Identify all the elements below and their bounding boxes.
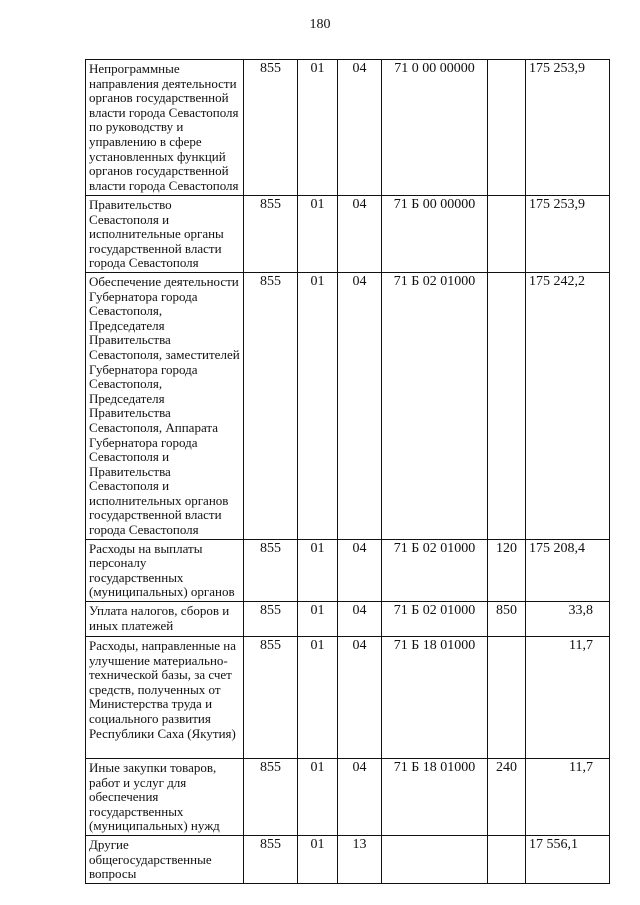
page-number: 180 <box>309 17 331 32</box>
table-row <box>86 637 610 759</box>
row-section-code: 01 <box>298 272 338 539</box>
row-subsection-code: 04 <box>338 272 382 539</box>
row-amount: 175 208,4 <box>526 539 610 601</box>
row-target-article: 71 Б 00 00000 <box>382 196 488 273</box>
row-section-code: 01 <box>298 539 338 601</box>
table-row <box>86 60 610 196</box>
budget-table-container <box>85 59 609 884</box>
row-section-code: 01 <box>298 637 338 759</box>
row-ministry-code: 855 <box>244 60 298 196</box>
row-section-code: 01 <box>298 836 338 884</box>
row-name: Обеспечение деятельности Губернатора города Севастополя, Председателя Правительства Севастополя, заместителей Губернатора города Севастополя, Председателя Правительства Севастополя, Аппарата Губернатора города Севастополя и Правительства Севастополя и исполнительных органов государственной власти города Севастополя <box>86 272 244 539</box>
row-target-article: 71 Б 02 01000 <box>382 602 488 637</box>
row-name: Правительство Севастополя и исполнительные органы государственной власти города Севастополя <box>86 196 244 273</box>
row-subsection-code: 04 <box>338 196 382 273</box>
row-name: Иные закупки товаров, работ и услуг для обеспечения государственных (муниципальных) нужд <box>86 759 244 836</box>
table-row <box>86 602 610 637</box>
row-amount: 175 253,9 <box>526 60 610 196</box>
row-amount: 11,7 <box>526 759 610 836</box>
row-expense-type: 850 <box>488 602 526 637</box>
row-amount: 11,7 <box>526 637 610 759</box>
row-amount: 175 253,9 <box>526 196 610 273</box>
table-row <box>86 836 610 884</box>
row-subsection-code: 04 <box>338 539 382 601</box>
row-subsection-code: 04 <box>338 759 382 836</box>
row-amount: 17 556,1 <box>526 836 610 884</box>
row-ministry-code: 855 <box>244 539 298 601</box>
row-expense-type <box>488 60 526 196</box>
row-expense-type <box>488 272 526 539</box>
row-ministry-code: 855 <box>244 637 298 759</box>
row-expense-type <box>488 196 526 273</box>
row-section-code: 01 <box>298 60 338 196</box>
table-row <box>86 539 610 601</box>
row-subsection-code: 04 <box>338 602 382 637</box>
row-target-article: 71 Б 18 01000 <box>382 637 488 759</box>
row-amount: 175 242,2 <box>526 272 610 539</box>
row-subsection-code: 04 <box>338 637 382 759</box>
row-section-code: 01 <box>298 196 338 273</box>
row-name: Расходы на выплаты персоналу государственных (муниципальных) органов <box>86 539 244 601</box>
row-subsection-code: 13 <box>338 836 382 884</box>
row-expense-type <box>488 836 526 884</box>
row-target-article <box>382 836 488 884</box>
budget-table <box>85 59 610 884</box>
row-ministry-code: 855 <box>244 196 298 273</box>
row-section-code: 01 <box>298 602 338 637</box>
row-name: Другие общегосударственные вопросы <box>86 836 244 884</box>
row-expense-type: 240 <box>488 759 526 836</box>
row-ministry-code: 855 <box>244 602 298 637</box>
row-ministry-code: 855 <box>244 759 298 836</box>
row-expense-type: 120 <box>488 539 526 601</box>
row-name: Уплата налогов, сборов и иных платежей <box>86 602 244 637</box>
row-target-article: 71 0 00 00000 <box>382 60 488 196</box>
row-target-article: 71 Б 02 01000 <box>382 539 488 601</box>
row-name: Расходы, направленные на улучшение материально-технической базы, за счет средств, полученных от Министерства труда и социального развития Республики Саха (Якутия) <box>86 637 244 759</box>
row-section-code: 01 <box>298 759 338 836</box>
row-target-article: 71 Б 02 01000 <box>382 272 488 539</box>
row-name: Непрограммные направления деятельности органов государственной власти города Севастополя по руководству и управлению в сфере установленных функций органов государственной власти города Севастополя <box>86 60 244 196</box>
row-ministry-code: 855 <box>244 836 298 884</box>
table-row <box>86 196 610 273</box>
table-row <box>86 759 610 836</box>
table-row <box>86 272 610 539</box>
row-target-article: 71 Б 18 01000 <box>382 759 488 836</box>
row-expense-type <box>488 637 526 759</box>
row-amount: 33,8 <box>526 602 610 637</box>
row-ministry-code: 855 <box>244 272 298 539</box>
row-subsection-code: 04 <box>338 60 382 196</box>
